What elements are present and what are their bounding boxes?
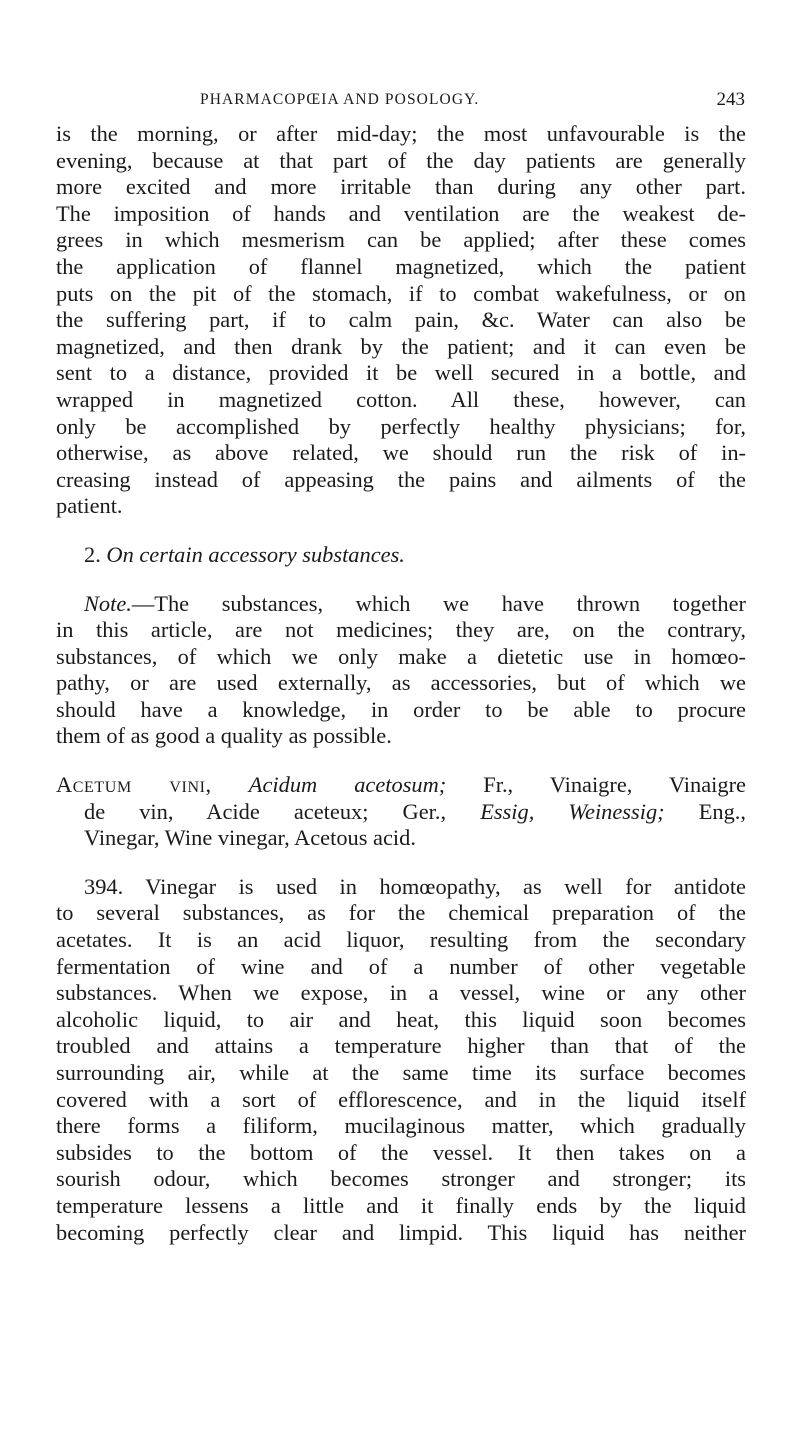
text-line: puts on the pit of the stomach, if to combat wakefulness, or on	[56, 280, 746, 306]
text-line	[56, 874, 746, 901]
entry-french: Fr., Vinaigre, Vinaigre	[483, 772, 746, 798]
text-line: them of as good a quality as possible.	[56, 723, 392, 749]
text-line: there forms a filiform, mucilaginous matter, which gradually	[56, 1113, 746, 1139]
paragraph-394	[56, 874, 746, 1246]
running-head	[0, 89, 801, 115]
paragraph-first-line: Vinegar is used in homœopathy, as well for antidote	[145, 873, 746, 899]
text-line: wrapped in magnetized cotton. All these, however, can	[56, 386, 746, 412]
text-line: troubled and attains a temperature higher than that of the	[56, 1033, 746, 1059]
section-heading-line	[56, 542, 746, 569]
entry-line	[56, 799, 746, 826]
entry-line: Vinegar, Wine vinegar, Acetous acid.	[84, 825, 416, 851]
text-line: pathy, or are used externally, as accessories, but of which we	[56, 670, 746, 696]
text-line: in this article, are not medicines; they are, on the contrary,	[56, 617, 746, 643]
entry-german-1: Essig,	[480, 798, 535, 824]
entry-acetum-vini	[56, 772, 746, 852]
text-line: the suffering part, if to calm pain, &c. Water can also be	[56, 307, 746, 333]
text-line: evening, because at that part of the day patients are generally	[56, 147, 746, 173]
text-line: surrounding air, while at the same time its surface becomes	[56, 1060, 746, 1085]
text-line: substances, of which we only make a dietetic use in homœo-	[56, 643, 746, 669]
text-line: patient.	[56, 493, 123, 519]
text-line: the application of flannel magnetized, which the patient	[56, 253, 746, 279]
text-line: substances. When we expose, in a vessel, wine or any other	[56, 980, 746, 1006]
text-line: grees in which mesmerism can be applied; after these comes	[56, 227, 746, 253]
section-number: 2.	[84, 541, 101, 567]
note-paragraph	[56, 591, 746, 751]
text-line: acetates. It is an acid liquor, resulting from the secondary	[56, 927, 746, 953]
running-title: PHARMACOPŒIA AND POSOLOGY.	[200, 91, 480, 108]
entry-term: Acetum vini,	[56, 772, 212, 798]
entry-line	[56, 772, 746, 799]
text-line: sourish odour, which becomes stronger and stronger; its	[56, 1166, 746, 1192]
entry-french-cont: de vin, Acide aceteux; Ger.,	[84, 798, 447, 824]
text-line: subsides to the bottom of the vessel. It then takes on a	[56, 1139, 746, 1165]
text-line: creasing instead of appeasing the pains and ailments of the	[56, 466, 746, 492]
paragraph-mesmerism	[56, 121, 746, 520]
paragraph-number: 394.	[84, 873, 124, 899]
note-label: Note.	[84, 590, 132, 616]
text-line: is the morning, or after mid-day; the most unfavourable is the	[56, 121, 746, 146]
text-line: alcoholic liquid, to air and heat, this liquid soon becomes	[56, 1006, 746, 1032]
section-heading	[56, 542, 746, 569]
text-line: covered with a sort of efflorescence, and in the liquid itself	[56, 1086, 746, 1112]
text-line: becoming perfectly clear and limpid. This liquid has neither	[56, 1219, 746, 1245]
note-line-text: The substances, which we have thrown together	[154, 590, 746, 616]
text-line: temperature lessens a little and it finally ends by the liquid	[56, 1192, 746, 1218]
text-line: to several substances, as for the chemical preparation of the	[56, 900, 746, 926]
section-title: On certain accessory substances.	[106, 541, 405, 567]
text-line: otherwise, as above related, we should run the risk of in-	[56, 440, 746, 466]
text-line: only be accomplished by perfectly healthy physicians; for,	[56, 413, 746, 439]
text-line: sent to a distance, provided it be well secured in a bottle, and	[56, 360, 746, 386]
entry-english-label: Eng.,	[698, 798, 746, 824]
text-line: magnetized, and then drank by the patient; and it can even be	[56, 333, 746, 359]
text-line: fermentation of wine and of a number of other vegetable	[56, 953, 746, 979]
text-line	[56, 591, 746, 618]
page-body	[56, 121, 746, 1246]
text-line: more excited and more irritable than during any other part.	[56, 174, 746, 200]
page-number: 243	[716, 89, 745, 110]
entry-latin-synonym: Acidum acetosum;	[248, 772, 447, 798]
text-line: should have a knowledge, in order to be able to procure	[56, 696, 746, 722]
note-dash: —	[131, 590, 155, 616]
text-line: The imposition of hands and ventilation are the weakest de-	[56, 200, 746, 226]
entry-german-2: Weinessig;	[568, 798, 665, 824]
